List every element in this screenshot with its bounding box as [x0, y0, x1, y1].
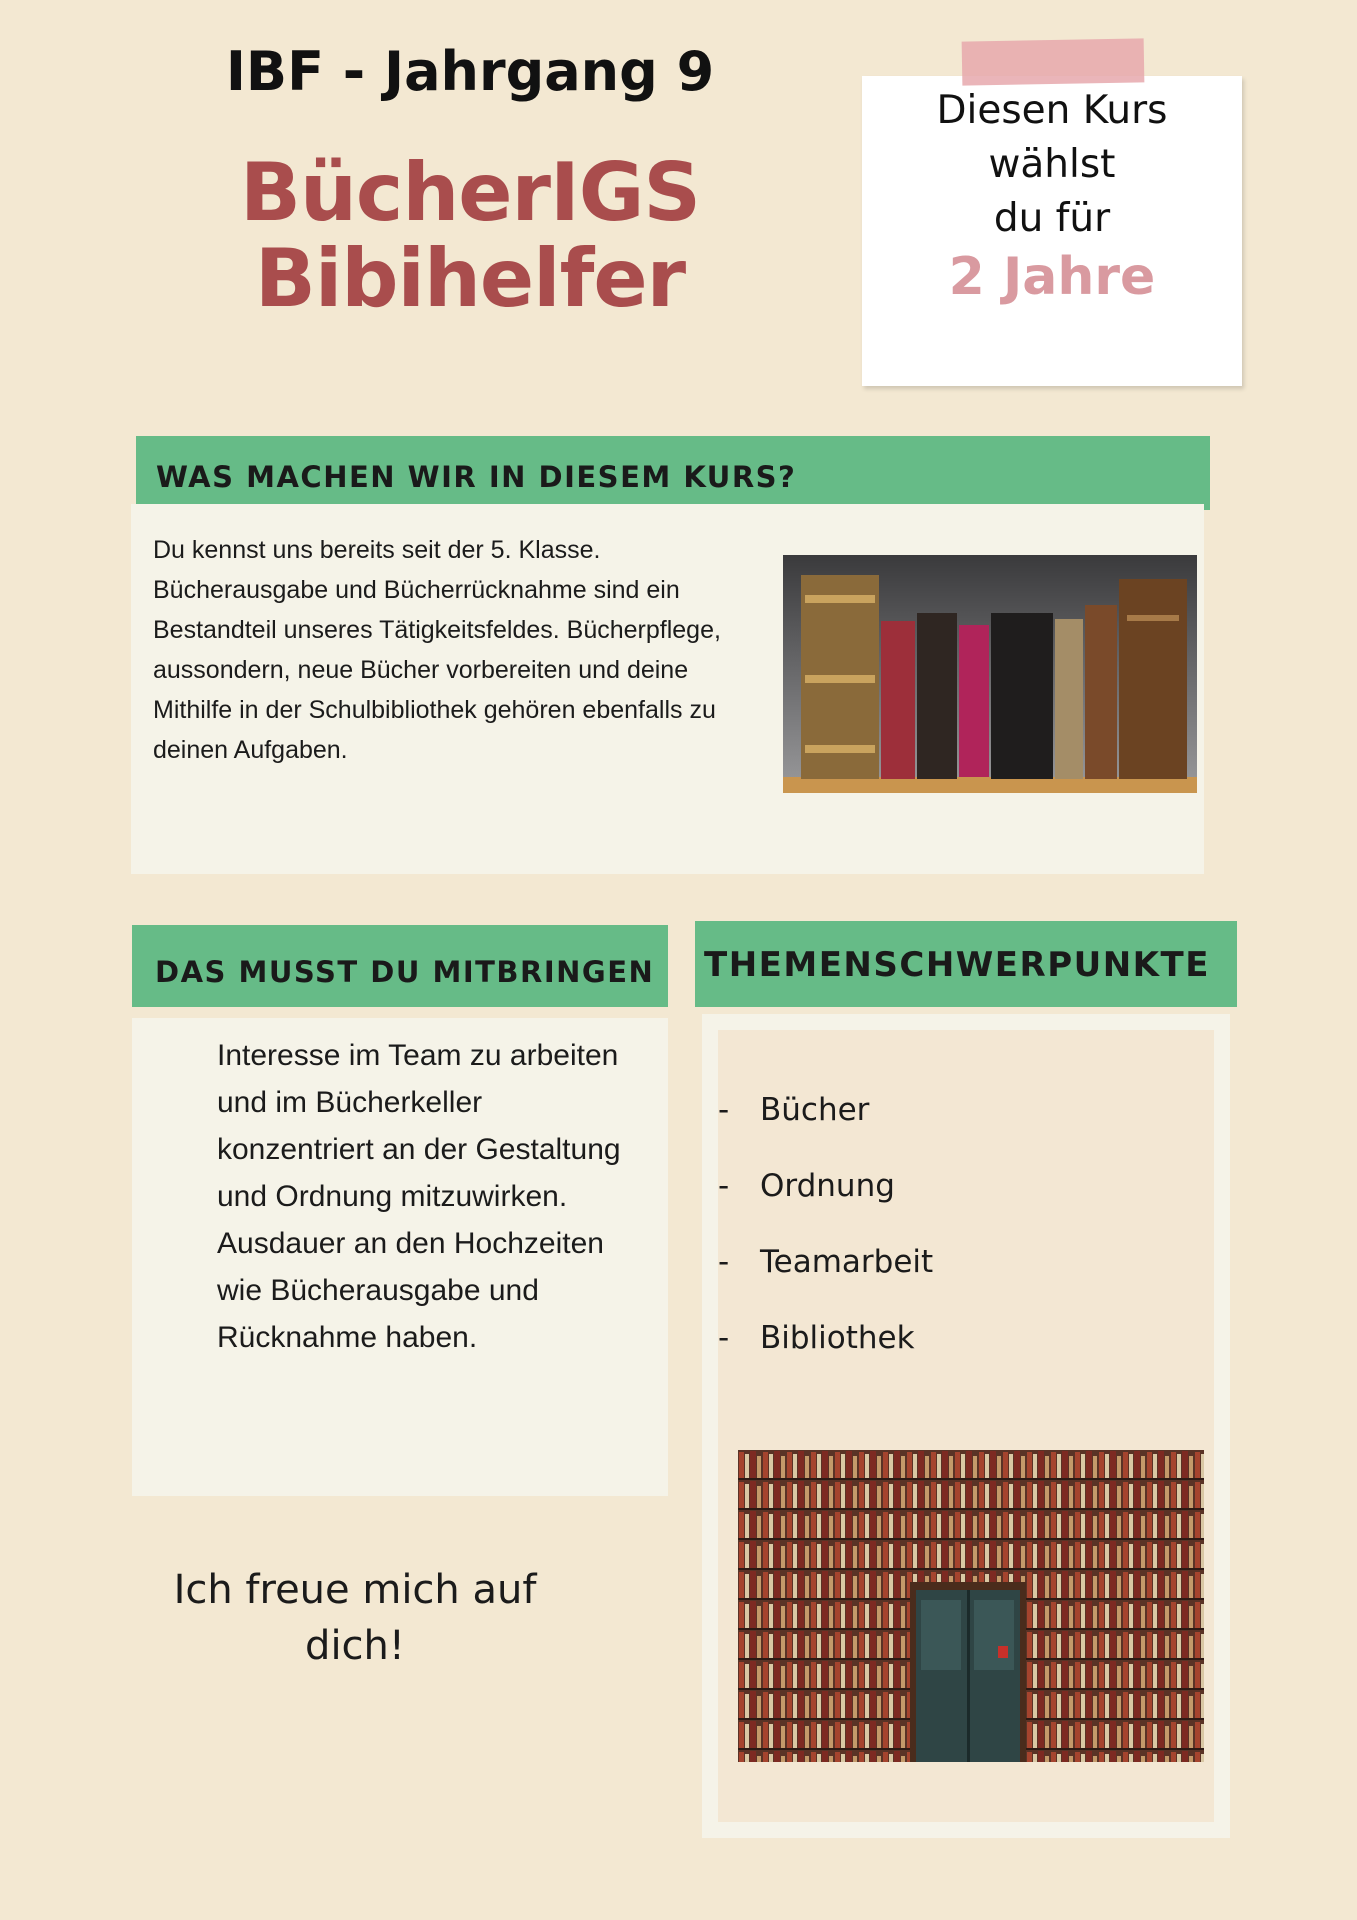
about-text	[153, 530, 793, 770]
note-line-1: Diesen Kurs	[936, 88, 1168, 133]
topic-item	[718, 1300, 1178, 1376]
closing-line-1: Ich freue mich auf	[173, 1567, 537, 1613]
bring-line: wie Bücherausgabe und	[217, 1274, 539, 1307]
about-line: Bestandteil unseres Tätigkeitsfeldes. Bücherpflege,	[153, 616, 721, 644]
closing-message	[130, 1562, 580, 1674]
bring-line: und im Bücherkeller	[217, 1086, 483, 1119]
closing-line-2: dich!	[305, 1623, 405, 1669]
bring-line: Rücknahme haben.	[217, 1321, 478, 1354]
topics-heading: THEMENSCHWERPUNKTE	[704, 945, 1210, 985]
book-shelf-photo	[783, 555, 1197, 793]
page-title	[170, 146, 770, 325]
book-wall-door-photo	[738, 1450, 1204, 1762]
about-heading-bar	[136, 436, 1210, 510]
bullet-dash: -	[718, 1244, 730, 1280]
about-heading: WAS MACHEN WIR IN DIESEM KURS?	[156, 460, 797, 494]
topic-label: Bücher	[760, 1092, 870, 1128]
topics-heading-bar	[695, 921, 1237, 1007]
bring-line: und Ordnung mitzuwirken.	[217, 1180, 568, 1213]
topic-label: Ordnung	[760, 1168, 895, 1204]
title-line-1: BücherIGS	[239, 146, 701, 239]
duration-highlight: 2 Jahre	[948, 247, 1156, 307]
about-line: deinen Aufgaben.	[153, 736, 348, 764]
title-line-2: Bibihelfer	[254, 232, 686, 325]
topic-item	[718, 1224, 1178, 1300]
topic-label: Teamarbeit	[760, 1244, 934, 1280]
topics-panel	[718, 1030, 1214, 1822]
about-panel	[131, 504, 1204, 874]
note-line-2: wählst	[988, 142, 1116, 187]
topic-item	[718, 1148, 1178, 1224]
topics-panel-frame	[702, 1014, 1230, 1838]
about-line: aussondern, neue Bücher vorbereiten und deine	[153, 656, 689, 684]
subtitle: IBF - Jahrgang 9	[225, 40, 715, 103]
bring-heading-bar	[132, 925, 668, 1007]
about-line: Mithilfe in der Schulbibliothek gehören ebenfalls zu	[153, 696, 716, 724]
bring-line: Interesse im Team zu arbeiten	[217, 1039, 619, 1072]
topics-list	[718, 1072, 1178, 1376]
about-line: Bücherausgabe und Bücherrücknahme sind ein	[153, 576, 680, 604]
bring-line: Ausdauer an den Hochzeiten	[217, 1227, 604, 1260]
bring-heading: DAS MUSST DU MITBRINGEN	[155, 955, 655, 989]
bullet-dash: -	[718, 1168, 730, 1204]
duration-note	[862, 76, 1242, 386]
bullet-dash: -	[718, 1320, 730, 1356]
bring-text	[217, 1032, 657, 1361]
bring-panel	[132, 1018, 668, 1496]
note-line-3: du für	[993, 196, 1111, 241]
about-line: Du kennst uns bereits seit der 5. Klasse.	[153, 536, 601, 564]
topic-label: Bibliothek	[760, 1320, 915, 1356]
topic-item	[718, 1072, 1178, 1148]
tape-strip	[962, 38, 1145, 85]
bring-line: konzentriert an der Gestaltung	[217, 1133, 621, 1166]
bullet-dash: -	[718, 1092, 730, 1128]
